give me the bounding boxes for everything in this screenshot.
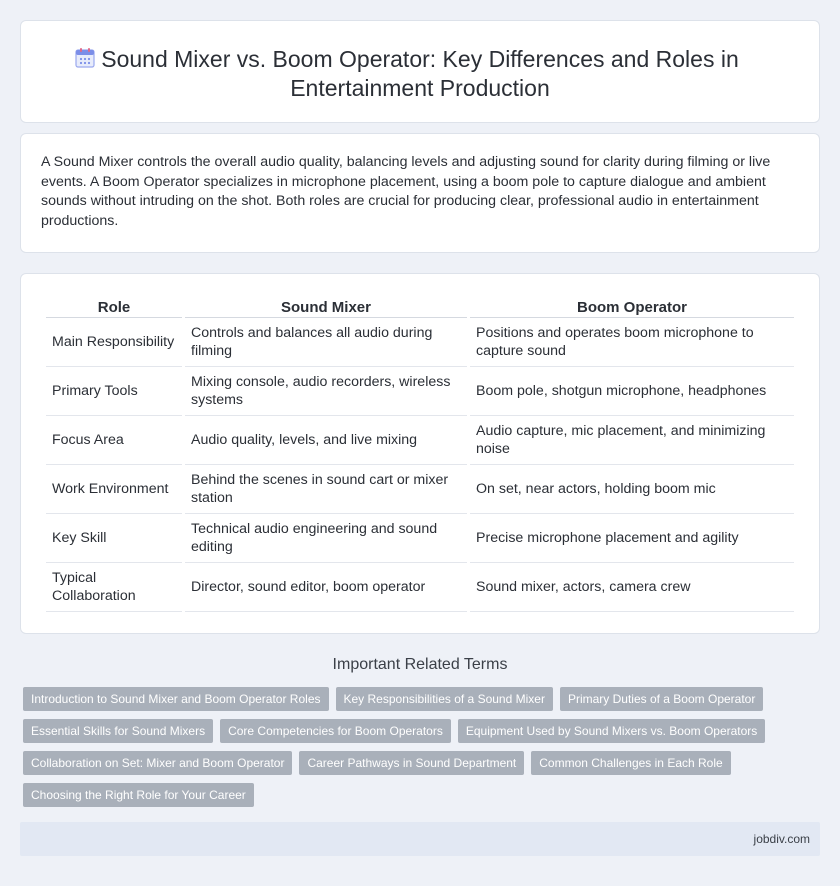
sound-mixer-cell: Director, sound editor, boom operator [185, 563, 467, 612]
related-term-tag[interactable]: Primary Duties of a Boom Operator [560, 687, 763, 711]
related-term-tag[interactable]: Common Challenges in Each Role [531, 751, 730, 775]
table-row [46, 318, 794, 367]
sound-mixer-cell: Controls and balances all audio during filming [185, 318, 467, 367]
footer-bar [20, 822, 820, 856]
row-label: Key Skill [46, 514, 182, 563]
row-label: Typical Collaboration [46, 563, 182, 612]
related-term-tag[interactable]: Introduction to Sound Mixer and Boom Operator Roles [23, 687, 329, 711]
table-row [46, 563, 794, 612]
comparison-table-card [20, 273, 820, 634]
related-term-tag[interactable]: Essential Skills for Sound Mixers [23, 719, 213, 743]
related-terms-list [23, 687, 783, 807]
related-term-tag[interactable]: Choosing the Right Role for Your Career [23, 783, 254, 807]
intro-card [20, 133, 820, 253]
related-term-tag[interactable]: Career Pathways in Sound Department [299, 751, 524, 775]
column-header-role: Role [46, 294, 182, 318]
boom-operator-cell: On set, near actors, holding boom mic [470, 465, 794, 514]
related-term-tag[interactable]: Key Responsibilities of a Sound Mixer [336, 687, 553, 711]
boom-operator-cell: Sound mixer, actors, camera crew [470, 563, 794, 612]
row-label: Main Responsibility [46, 318, 182, 367]
column-header-boom-operator: Boom Operator [470, 294, 794, 318]
footer-source-link[interactable]: jobdiv.com [753, 832, 810, 846]
sound-mixer-cell: Technical audio engineering and sound editing [185, 514, 467, 563]
header-card [20, 20, 820, 123]
table-row [46, 514, 794, 563]
row-label: Work Environment [46, 465, 182, 514]
sound-mixer-cell: Behind the scenes in sound cart or mixer station [185, 465, 467, 514]
boom-operator-cell: Boom pole, shotgun microphone, headphones [470, 367, 794, 416]
column-header-sound-mixer: Sound Mixer [185, 294, 467, 318]
related-term-tag[interactable]: Collaboration on Set: Mixer and Boom Operator [23, 751, 292, 775]
boom-operator-cell: Precise microphone placement and agility [470, 514, 794, 563]
page-title: Sound Mixer vs. Boom Operator: Key Differences and Roles in Entertainment Production [101, 46, 739, 101]
related-term-tag[interactable]: Core Competencies for Boom Operators [220, 719, 451, 743]
intro-paragraph: A Sound Mixer controls the overall audio quality, balancing levels and adjusting sound for clarity during filming or live events. A Boom Operator specializes in microphone placement, using a boom pole to capture dialogue and ambient sounds without intruding on the shot. Both roles are crucial for producing clear, professional audio in entertainment productions. [41, 154, 771, 229]
sound-mixer-cell: Audio quality, levels, and live mixing [185, 416, 467, 465]
table-row [46, 416, 794, 465]
comparison-table [43, 294, 797, 612]
boom-operator-cell: Positions and operates boom microphone to capture sound [470, 318, 794, 367]
related-terms-heading: Important Related Terms [332, 656, 508, 673]
row-label: Primary Tools [46, 367, 182, 416]
table-header-row [46, 294, 794, 318]
table-row [46, 465, 794, 514]
boom-operator-cell: Audio capture, mic placement, and minimizing noise [470, 416, 794, 465]
table-row [46, 367, 794, 416]
related-term-tag[interactable]: Equipment Used by Sound Mixers vs. Boom Operators [458, 719, 765, 743]
sound-mixer-cell: Mixing console, audio recorders, wireless systems [185, 367, 467, 416]
row-label: Focus Area [46, 416, 182, 465]
